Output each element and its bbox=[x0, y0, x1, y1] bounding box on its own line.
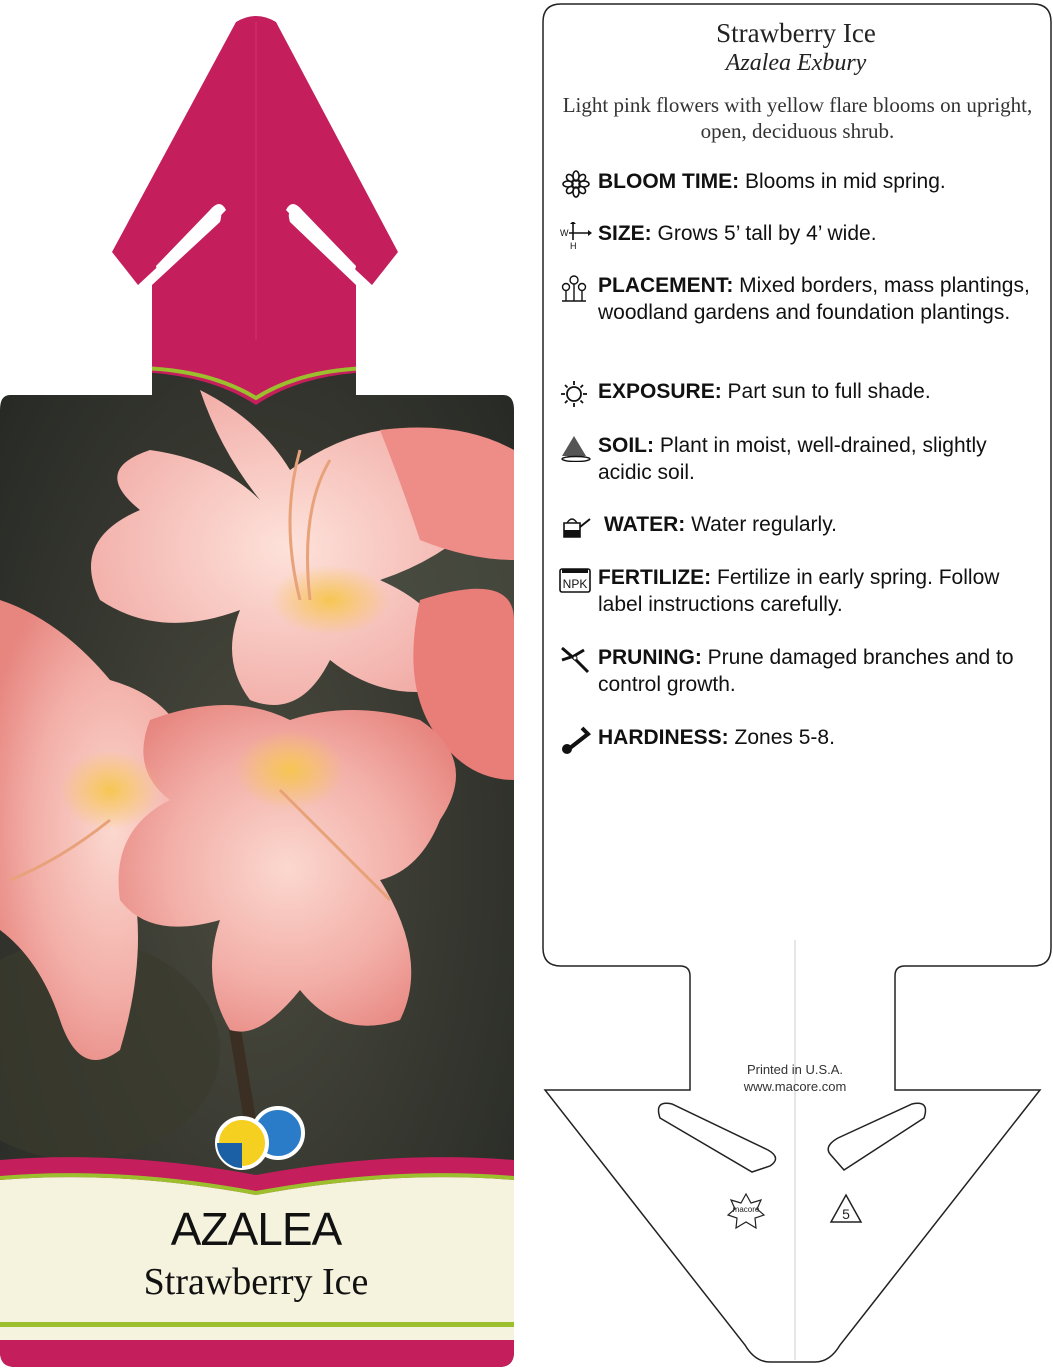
back-title: Strawberry Ice bbox=[716, 18, 876, 48]
front-genus: AZALEA bbox=[170, 1203, 342, 1255]
care-size: W H SIZE: Grows 5’ tall by 4’ wide. bbox=[560, 222, 877, 250]
printed-in-usa: Printed in U.S.A. bbox=[746, 1062, 844, 1077]
care-exposure: EXPOSURE: Part sun to full shade. bbox=[558, 378, 1038, 405]
tag-spike bbox=[112, 16, 398, 395]
watering-can-icon bbox=[558, 513, 592, 541]
back-description: Light pink flowers with yellow flare blooms on upright, open, deciduous shrub. bbox=[562, 93, 1033, 143]
svg-text:H: H bbox=[570, 241, 577, 250]
thermometer-icon bbox=[558, 726, 592, 754]
plants-icon bbox=[558, 274, 592, 302]
size-arrows-icon bbox=[558, 222, 592, 250]
front-tag bbox=[0, 16, 540, 1369]
sun-icon bbox=[558, 380, 592, 408]
care-fertilize: NPK FERTILIZE: Fertilize in early spring. Follow label instructions carefully. bbox=[558, 564, 1038, 618]
website-link[interactable]: www.macore.com bbox=[743, 1079, 847, 1094]
care-water: WATER: Water regularly. bbox=[558, 511, 1038, 538]
pruners-icon bbox=[558, 646, 592, 674]
flower-icon bbox=[558, 170, 592, 198]
back-subtitle: Azalea Exbury bbox=[725, 50, 867, 76]
front-variety: Strawberry Ice bbox=[143, 1261, 369, 1303]
svg-text:W: W bbox=[560, 228, 569, 238]
svg-text:macore: macore bbox=[732, 1205, 760, 1214]
soil-icon bbox=[558, 434, 592, 462]
svg-text:5: 5 bbox=[842, 1206, 850, 1222]
svg-text:NPK: NPK bbox=[562, 577, 588, 591]
care-bloom-time: BLOOM TIME: Blooms in mid spring. bbox=[558, 168, 1038, 195]
fertilizer-icon bbox=[558, 566, 592, 594]
care-soil: SOIL: Plant in moist, well-drained, slightly acidic soil. bbox=[558, 432, 1038, 486]
care-hardiness: HARDINESS: Zones 5-8. bbox=[558, 724, 1038, 751]
care-pruning: PRUNING: Prune damaged branches and to control growth. bbox=[558, 644, 1038, 698]
care-placement: PLACEMENT: Mixed borders, mass plantings, woodland gardens and foundation plantings. bbox=[558, 272, 1038, 326]
